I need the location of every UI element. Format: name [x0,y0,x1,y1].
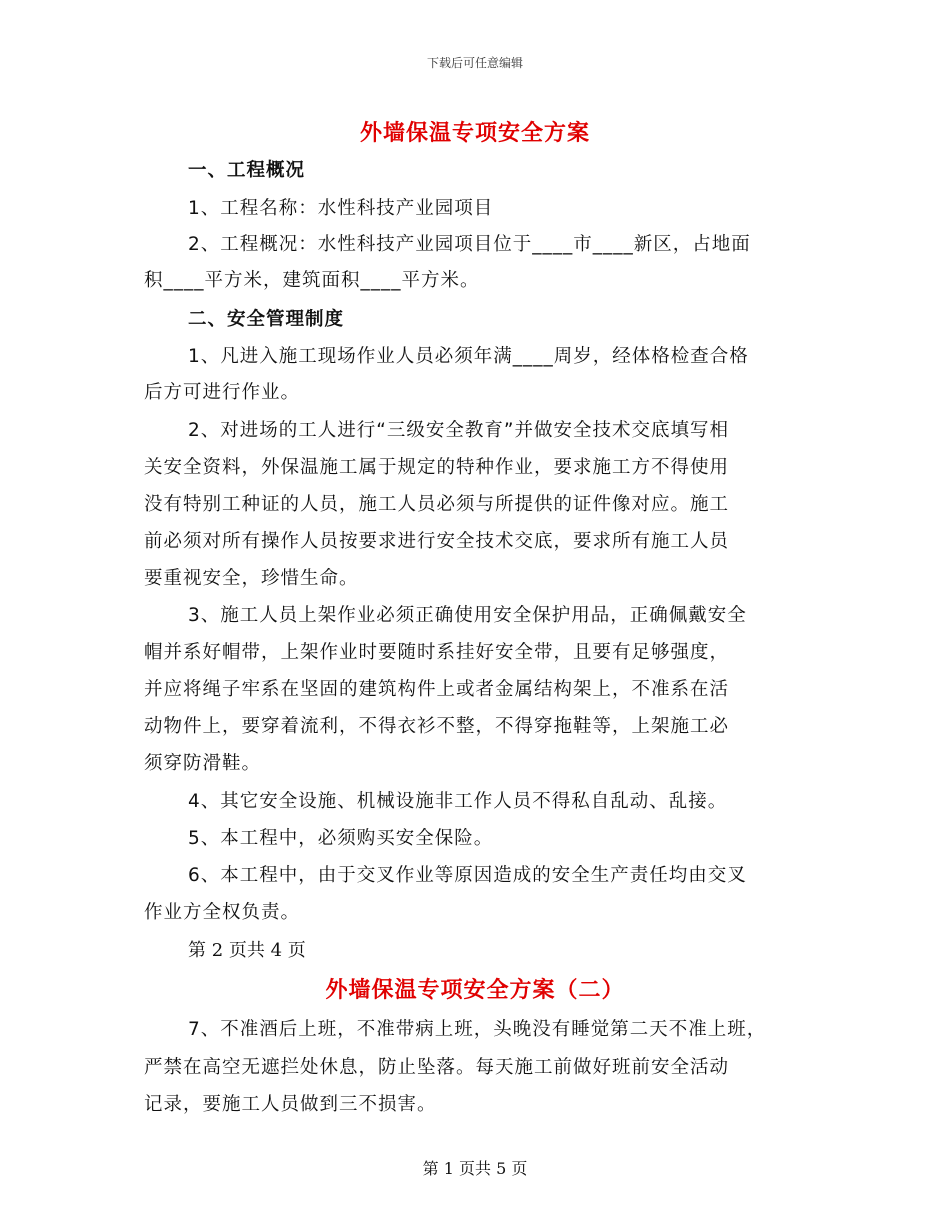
paragraph-line: 后方可进行作业。 [144,382,301,403]
paragraph-line: 严禁在高空无遮拦处休息，防止坠落。每天施工前做好班前安全活动 [144,1057,730,1078]
paragraph-line: 要重视安全，珍惜生命。 [144,568,359,589]
document-title-2: 外墙保温专项安全方案（二） [325,978,625,1003]
paragraph-line: 1、工程名称：水性科技产业园项目 [188,198,494,219]
paragraph-line: 前必须对所有操作人员按要求进行安全技术交底，要求所有施工人员 [144,531,730,552]
paragraph-line: 记录，要施工人员做到三不损害。 [144,1094,437,1115]
paragraph-line: 关安全资料，外保温施工属于规定的特种作业，要求施工方不得使用 [144,457,730,478]
paragraph-line: 3、施工人员上架作业必须正确使用安全保护用品，正确佩戴安全 [188,605,747,626]
paragraph-line: 2、对进场的工人进行“三级安全教育”并做安全技术交底填写相 [188,420,729,441]
paragraph-line: 帽并系好帽带，上架作业时要随时系挂好安全带，且要有足够强度， [144,642,730,663]
document-title: 外墙保温专项安全方案 [359,121,590,146]
paragraph-line: 7、不准酒后上班，不准带病上班，头晚没有睡觉第二天不准上班， [188,1019,767,1040]
paragraph-line: 2、工程概况：水性科技产业园项目位于____市____新区，占地面 [188,234,751,255]
section-heading-overview: 一、工程概况 [188,160,306,181]
paragraph-line: 没有特别工种证的人员，施工人员必须与所提供的证件像对应。施工 [144,494,730,515]
section-heading-safety: 二、安全管理制度 [188,309,345,330]
paragraph-line: 动物件上，要穿着流利，不得衣衫不整，不得穿拖鞋等，上架施工必 [144,716,730,737]
paragraph-line: 须穿防滑鞋。 [144,753,262,774]
page-marker: 第 2 页共 4 页 [188,940,306,961]
header-note: 下载后可任意编辑 [426,56,523,70]
paragraph-line: 1、凡进入施工现场作业人员必须年满____周岁，经体格检查合格 [188,346,749,367]
paragraph-line: 并应将绳子牢系在坚固的建筑构件上或者金属结构架上，不准系在活 [144,679,730,700]
paragraph-line: 6、本工程中，由于交叉作业等原因造成的安全生产责任均由交叉 [188,865,747,886]
paragraph-line: 作业方全权负责。 [144,902,301,923]
paragraph-line: 积____平方米，建筑面积____平方米。 [144,270,480,291]
page-footer: 第 1 页共 5 页 [422,1159,528,1178]
paragraph-line: 5、本工程中，必须购买安全保险。 [188,828,494,849]
paragraph-line: 4、其它安全设施、机械设施非工作人员不得私自乱动、乱接。 [188,791,728,812]
